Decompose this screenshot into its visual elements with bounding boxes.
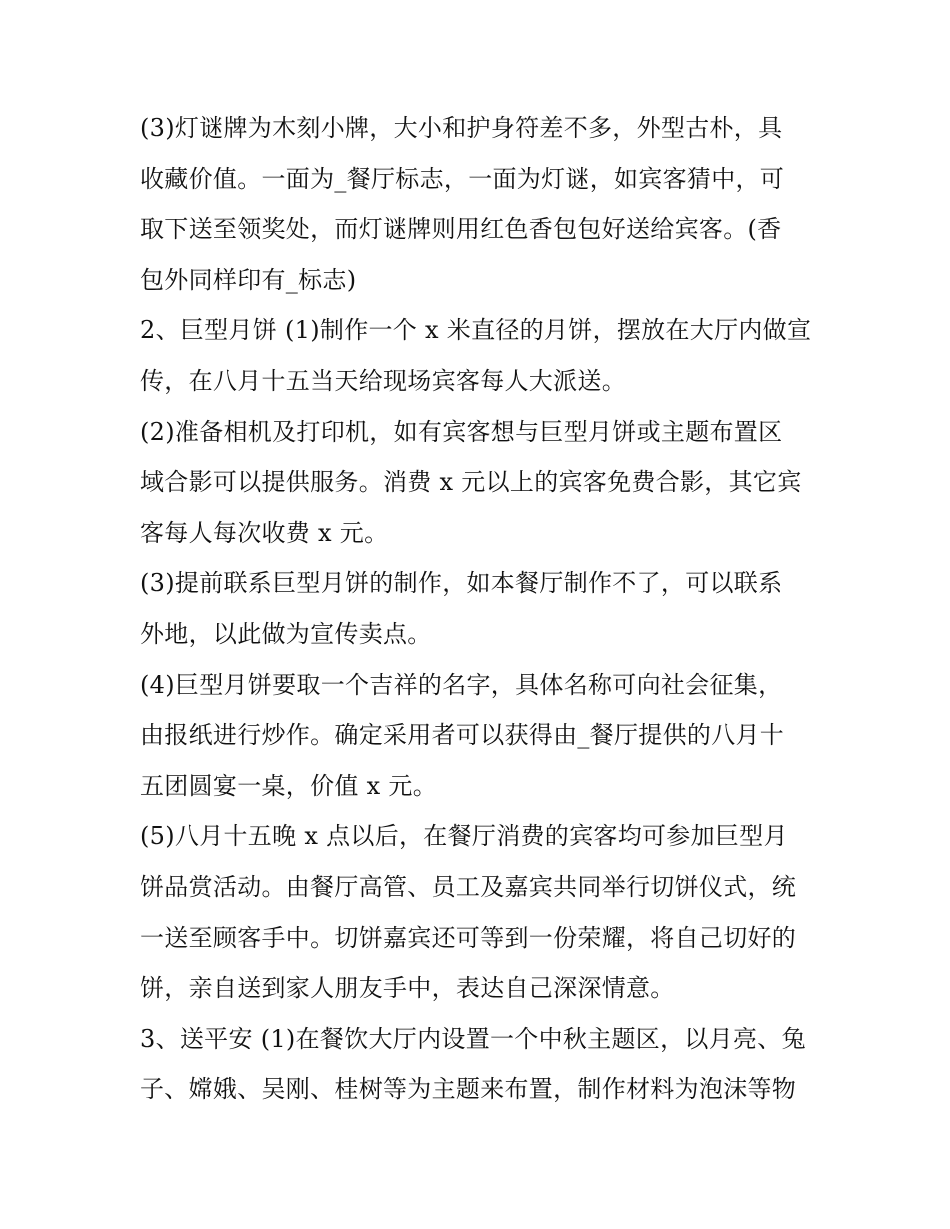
text-line-19: 3、送平安 (1)在餐饮大厅内设置一个中秋主题区，以月亮、兔 xyxy=(140,1024,806,1053)
text-line-3: 取下送至领奖处，而灯谜牌则用红色香包包好送给宾客。(香 xyxy=(140,215,782,244)
text-line-18: 饼，亲自送到家人朋友手中，表达自己深深情意。 xyxy=(140,974,675,1003)
document-body xyxy=(140,103,820,1115)
text-line-5: 2、巨型月饼 (1)制作一个 x 米直径的月饼，摆放在大厅内做宣 xyxy=(140,316,812,345)
text-line-17: 一送至顾客手中。切饼嘉宾还可等到一份荣耀，将自己切好的 xyxy=(140,923,797,952)
text-line-14: 五团圆宴一桌，价值 x 元。 xyxy=(140,771,437,800)
text-line-10: (3)提前联系巨型月饼的制作，如本餐厅制作不了，可以联系 xyxy=(140,569,783,598)
text-line-4: 包外同样印有_标志) xyxy=(140,265,357,294)
text-line-15: (5)八月十五晚 x 点以后，在餐厅消费的宾客均可参加巨型月 xyxy=(140,822,788,851)
text-line-11: 外地，以此做为宣传卖点。 xyxy=(140,619,432,648)
text-line-6: 传，在八月十五当天给现场宾客每人大派送。 xyxy=(140,366,626,395)
text-line-12: (4)巨型月饼要取一个吉祥的名字，具体名称可向社会征集， xyxy=(140,670,783,699)
text-line-9: 客每人每次收费 x 元。 xyxy=(140,518,389,547)
text-line-13: 由报纸进行炒作。确定采用者可以获得由_餐厅提供的八月十 xyxy=(140,721,785,750)
text-line-20: 子、嫦娥、吴刚、桂树等为主题来布置，制作材料为泡沫等物 xyxy=(140,1075,797,1104)
text-line-8: 域合影可以提供服务。消费 x 元以上的宾客免费合影，其它宾 xyxy=(140,468,802,497)
text-line-2: 收藏价值。一面为_餐厅标志，一面为灯谜，如宾客猜中，可 xyxy=(140,164,785,193)
text-line-1: (3)灯谜牌为木刻小牌，大小和护身符差不多，外型古朴，具 xyxy=(140,114,783,142)
text-line-7: (2)准备相机及打印机，如有宾客想与巨型月饼或主题布置区 xyxy=(140,417,783,446)
text-line-16: 饼品赏活动。由餐厅高管、员工及嘉宾共同举行切饼仪式，统 xyxy=(140,872,797,901)
